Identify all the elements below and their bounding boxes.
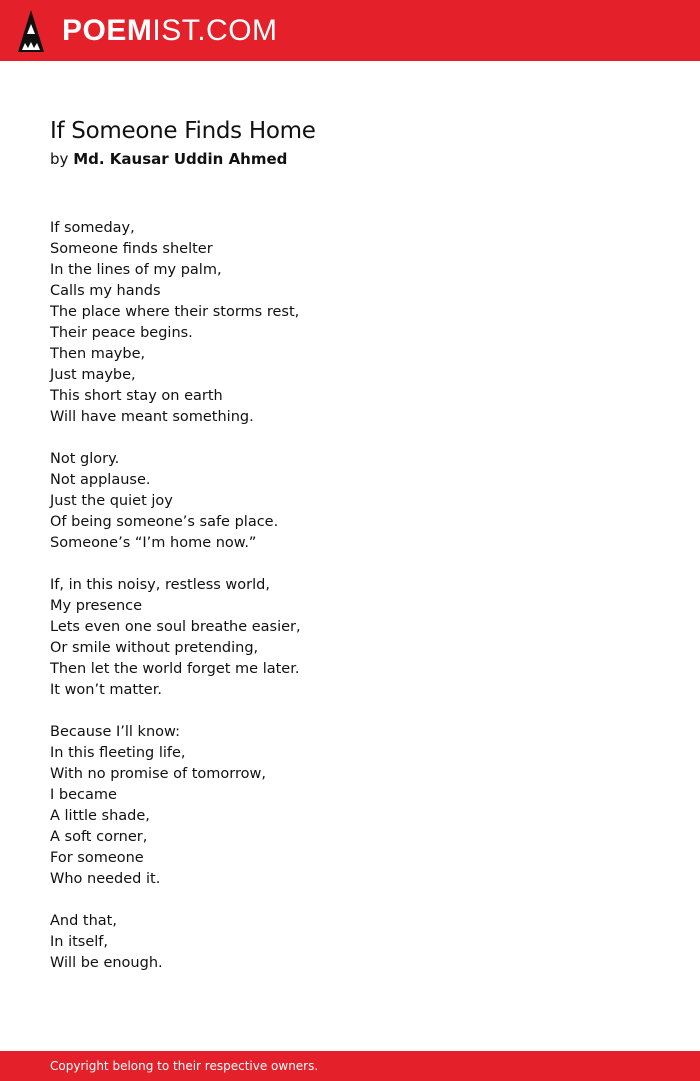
copyright-notice: Copyright belong to their respective owners. (50, 1059, 319, 1073)
poem-line: Will have meant something. (50, 409, 254, 425)
poem-author: Md. Kausar Uddin Ahmed (73, 150, 288, 168)
poem-line: With no promise of tomorrow, (50, 766, 266, 782)
poem-line: This short stay on earth (50, 388, 223, 404)
poem-line: In itself, (50, 934, 109, 950)
poem-line: In this fleeting life, (50, 745, 186, 761)
pencil-tip-icon (18, 10, 44, 52)
poem-line: I became (50, 787, 117, 803)
poem-line: Or smile without pretending, (50, 640, 259, 656)
poem-stanza (50, 911, 650, 974)
poem-line: Just maybe, (50, 367, 136, 383)
poem-line: For someone (50, 850, 144, 866)
poem-line: Of being someone’s safe place. (50, 514, 279, 530)
poem-stanza (50, 722, 650, 890)
poem-line: Will be enough. (50, 955, 163, 971)
poem-line: If, in this noisy, restless world, (50, 577, 270, 593)
poem-line: Calls my hands (50, 283, 161, 299)
poem-title: If Someone Finds Home (50, 118, 316, 144)
poem-line: Someone’s “I’m home now.” (50, 535, 257, 551)
poem-line: Not glory. (50, 451, 120, 467)
poem-stanza (50, 575, 650, 701)
poem-line: Then let the world forget me later. (50, 661, 300, 677)
poem-line: A soft corner, (50, 829, 148, 845)
poem-line: Lets even one soul breathe easier, (50, 619, 301, 635)
logo-bold-text: POEM (62, 14, 153, 47)
poem-line: And that, (50, 913, 117, 929)
poem-line: In the lines of my palm, (50, 262, 222, 278)
poem-line: Their peace begins. (50, 325, 193, 341)
poem-stanza (50, 218, 650, 428)
poem-line: Because I’ll know: (50, 724, 180, 740)
poem-line: Someone finds shelter (50, 241, 213, 257)
poem-byline (50, 148, 287, 170)
poem-line: A little shade, (50, 808, 150, 824)
poem-line: Who needed it. (50, 871, 161, 887)
site-logo[interactable] (62, 13, 278, 49)
logo-light-text: IST.COM (152, 14, 278, 47)
poem-line: Just the quiet joy (50, 493, 173, 509)
site-footer (0, 1051, 700, 1081)
poem-body (50, 218, 650, 995)
poem-line: Not applause. (50, 472, 151, 488)
site-header (0, 0, 700, 61)
poem-stanza (50, 449, 650, 554)
poem-line: The place where their storms rest, (50, 304, 300, 320)
poem-line: Then maybe, (50, 346, 146, 362)
poem-line: My presence (50, 598, 143, 614)
by-label: by (50, 150, 69, 168)
poem-line: If someday, (50, 220, 135, 236)
poem-line: It won’t matter. (50, 682, 162, 698)
